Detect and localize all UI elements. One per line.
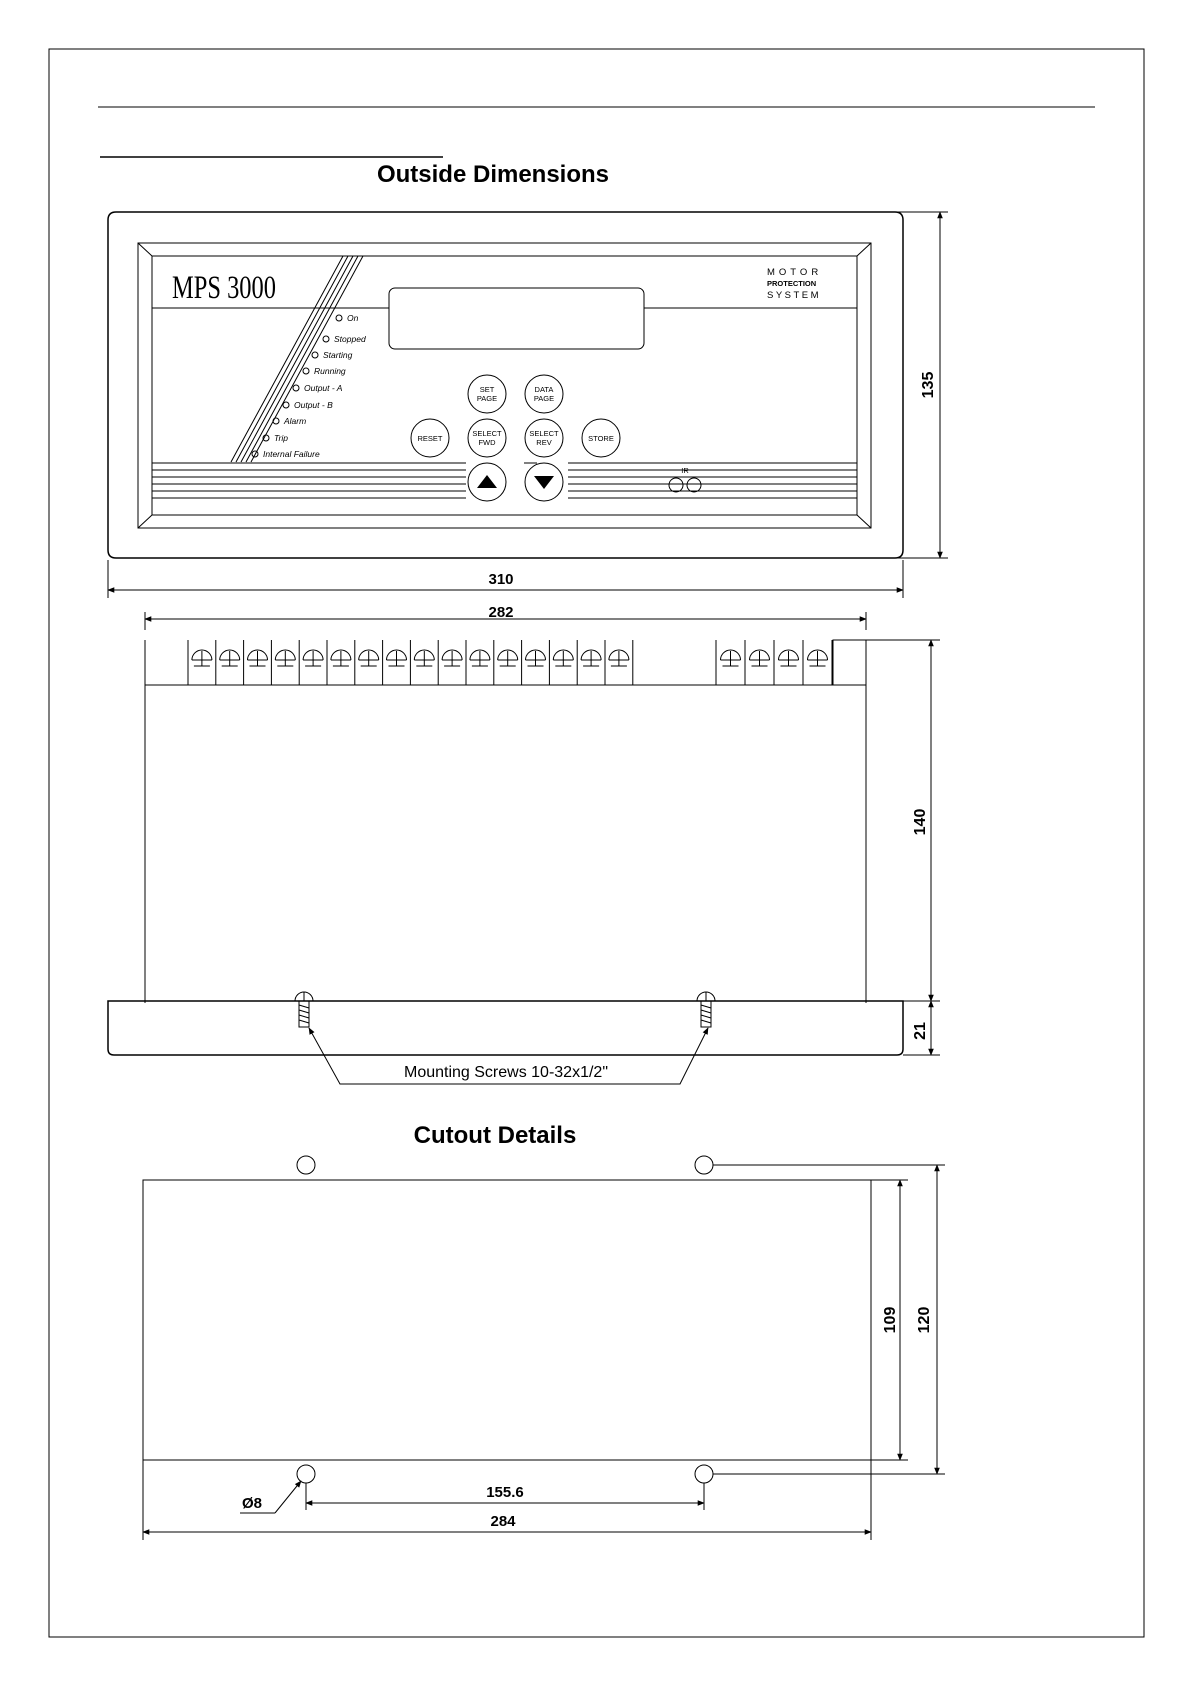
terminal-l12 (498, 640, 522, 685)
terminal-l8 (387, 640, 411, 685)
mounting-hole-top-right (695, 1156, 713, 1174)
svg-text:DATA: DATA (534, 385, 554, 394)
svg-text:PAGE: PAGE (533, 394, 555, 403)
terminal-l9 (414, 640, 438, 685)
dim-flange-thickness (903, 1001, 940, 1055)
cutout-view (143, 1156, 871, 1483)
svg-text:Output - B: Output - B (294, 400, 333, 410)
led-output-b (283, 400, 333, 410)
terminal-l4 (275, 640, 299, 685)
svg-text:SELECT: SELECT (529, 429, 559, 438)
svg-text:IR: IR (681, 466, 689, 475)
led-alarm (273, 416, 306, 426)
svg-text:SELECT: SELECT (472, 429, 502, 438)
svg-text:Output - A: Output - A (304, 383, 343, 393)
mounting-screw-left (295, 992, 313, 1027)
system-label: SYSTEM (767, 290, 822, 301)
terminal-l2 (220, 640, 244, 685)
led-on (336, 313, 359, 323)
svg-text:Trip: Trip (274, 433, 289, 443)
mounting-flange (108, 1001, 903, 1055)
terminal-l3 (248, 640, 272, 685)
mounting-hole-top-left (297, 1156, 315, 1174)
svg-text:Stopped: Stopped (334, 334, 366, 344)
dim-hole-diameter (240, 1481, 301, 1513)
terminal-l5 (303, 640, 327, 685)
up-arrow-button[interactable] (468, 463, 506, 501)
terminal-strip-left (188, 640, 633, 685)
svg-text:Alarm: Alarm (284, 416, 307, 426)
terminal-l11 (470, 640, 494, 685)
led-stopped (323, 334, 366, 344)
horizontal-stripes (152, 463, 857, 498)
svg-text:310: 310 (488, 571, 514, 588)
svg-text:REV: REV (536, 438, 552, 447)
svg-text:PAGE: PAGE (476, 394, 498, 403)
led-list (252, 313, 366, 459)
svg-text:Running: Running (314, 366, 346, 376)
front-view (108, 212, 903, 558)
led-internal-failure (252, 449, 320, 459)
svg-text:21: 21 (912, 1022, 929, 1040)
dim-front-height (898, 212, 948, 558)
svg-text:109: 109 (882, 1306, 899, 1334)
svg-text:RESET: RESET (417, 434, 443, 443)
svg-text:Internal Failure: Internal Failure (263, 449, 320, 459)
svg-text:282: 282 (488, 604, 514, 621)
protection-label: PROTECTION (767, 279, 817, 288)
svg-text:135: 135 (920, 371, 937, 399)
terminal-l13 (526, 640, 550, 685)
terminal-l16 (609, 640, 633, 685)
dim-side-width (145, 604, 866, 630)
led-trip (263, 433, 288, 443)
led-running (303, 366, 346, 376)
set-page-button[interactable] (468, 375, 506, 413)
terminal-l7 (359, 640, 383, 685)
terminal-r2 (750, 640, 775, 685)
down-arrow-icon (534, 476, 554, 489)
mps-logo: MPS 3000 (172, 270, 276, 306)
terminal-l15 (581, 640, 605, 685)
terminal-strip-right (716, 640, 832, 685)
terminal-r3 (779, 640, 804, 685)
dim-cutout-outer-height (713, 1165, 945, 1474)
dim-front-width (108, 560, 903, 598)
outside-dimensions-title: Outside Dimensions (376, 161, 610, 188)
select-fwd-button[interactable] (468, 419, 506, 457)
svg-text:On: On (347, 313, 359, 323)
led-output-a (293, 383, 343, 393)
mounting-hole-bottom-right (695, 1465, 713, 1483)
led-starting (312, 350, 353, 360)
data-page-button[interactable] (525, 375, 563, 413)
dim-cutout-inner-height (871, 1180, 908, 1460)
up-arrow-icon (477, 475, 497, 488)
cutout-rectangle (143, 1180, 871, 1460)
cutout-details-title: Cutout Details (413, 1122, 577, 1149)
svg-text:STORE: STORE (588, 434, 614, 443)
svg-text:SET: SET (479, 385, 495, 394)
dim-hole-spacing (306, 1483, 704, 1510)
svg-text:155.6: 155.6 (486, 1484, 524, 1501)
motor-label: MOTOR (767, 267, 823, 278)
mounting-screws-note: Mounting Screws 10-32x1/2" (403, 1064, 609, 1081)
reset-button[interactable] (411, 419, 449, 457)
dim-side-height (866, 640, 940, 1001)
mounting-hole-bottom-left (297, 1465, 315, 1483)
mounting-screw-right (697, 992, 715, 1027)
svg-text:120: 120 (916, 1306, 933, 1334)
select-rev-button[interactable] (525, 419, 563, 457)
terminal-r4 (808, 640, 833, 685)
side-view (108, 640, 903, 1084)
svg-text:140: 140 (912, 808, 929, 836)
svg-text:Starting: Starting (323, 350, 353, 360)
terminal-l10 (442, 640, 466, 685)
terminal-end-block (833, 640, 866, 685)
terminal-r1 (721, 640, 746, 685)
terminal-l6 (331, 640, 355, 685)
svg-text:Ø8: Ø8 (242, 1495, 263, 1512)
terminal-l1 (192, 640, 216, 685)
svg-text:FWD: FWD (478, 438, 496, 447)
store-button[interactable] (582, 419, 620, 457)
front-bezel-outer (108, 212, 903, 558)
down-arrow-button[interactable] (525, 463, 563, 501)
terminal-l14 (553, 640, 577, 685)
lcd-display (389, 288, 644, 349)
svg-text:284: 284 (490, 1513, 516, 1530)
